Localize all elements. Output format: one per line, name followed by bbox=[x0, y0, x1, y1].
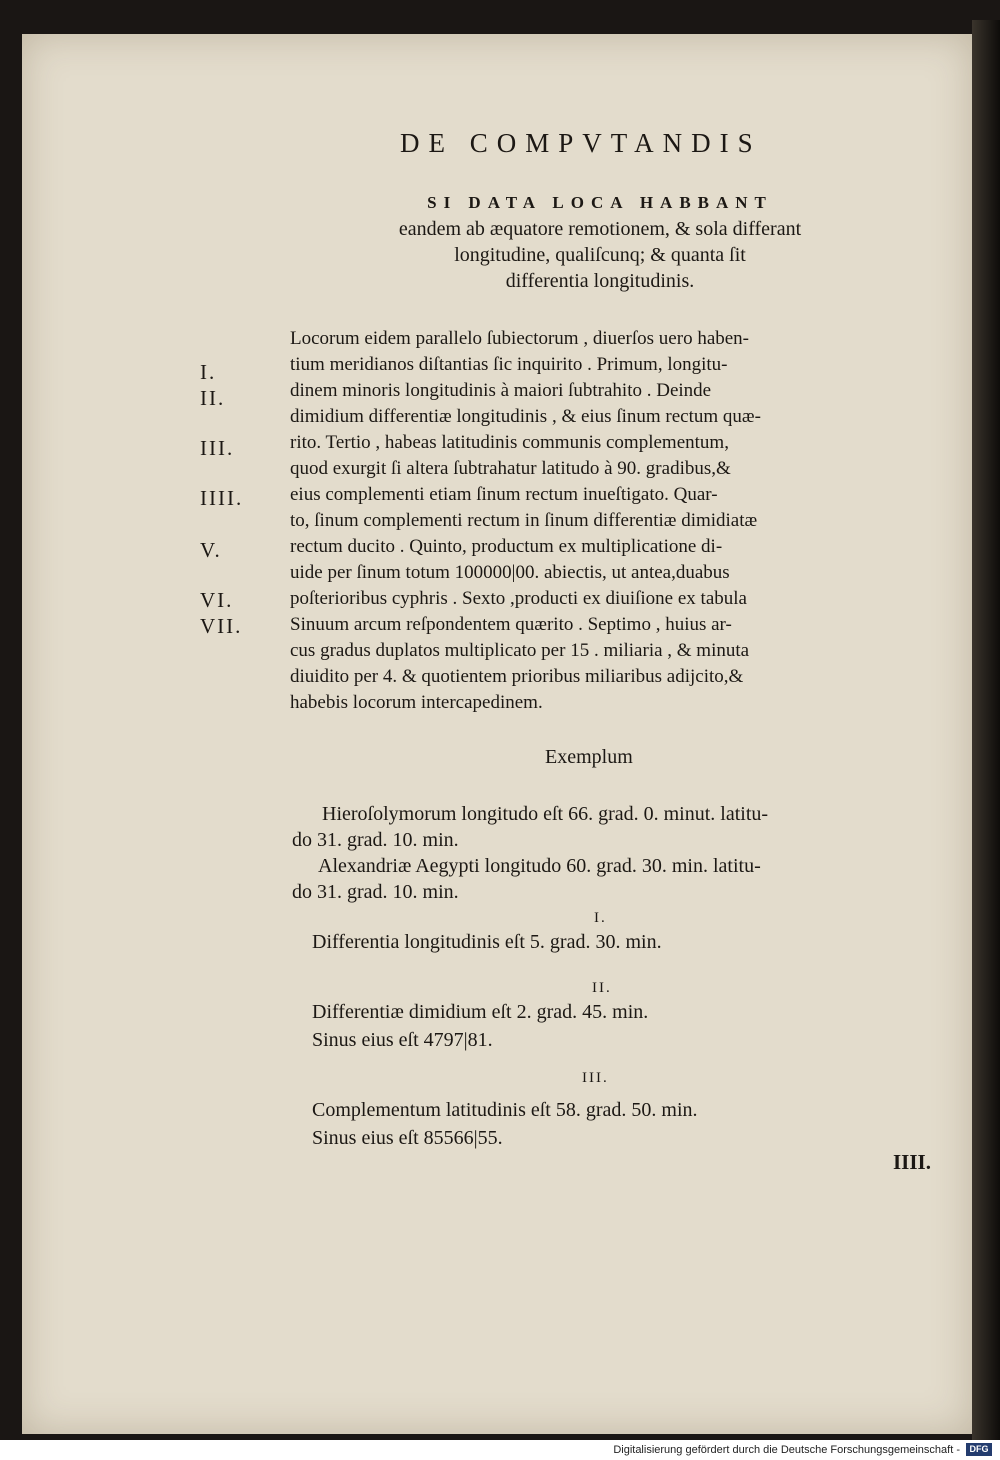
body-paragraph bbox=[290, 326, 955, 716]
body-line: poſterioribus cyphris . Sexto ,producti ex diuiſione ex tabula bbox=[290, 588, 747, 609]
step-line: Sinus eius eſt 4797|81. bbox=[312, 1029, 493, 1051]
step-line: Differentia longitudinis eſt 5. grad. 30. min. bbox=[312, 931, 662, 953]
heading-line: differentia longitudinis. bbox=[505, 270, 695, 292]
body-line: rito. Tertio , habeas latitudinis communis complementum, bbox=[290, 432, 729, 453]
example-line: Hieroſolymorum longitudo eſt 66. grad. 0. minut. latitu- bbox=[322, 803, 769, 825]
example-title: Exemplum bbox=[545, 746, 633, 768]
digitization-footer bbox=[0, 1440, 1000, 1460]
body-line: quod exurgit ſi altera ſubtrahatur latitudo à 90. gradibus,& bbox=[290, 458, 731, 479]
body-line: dinem minoris longitudinis à maiori ſubtrahito . Deinde bbox=[290, 380, 712, 401]
step-line: Sinus eius eſt 85566|55. bbox=[312, 1127, 503, 1149]
body-line: eius complementi etiam ſinum rectum inueſtigato. Quar- bbox=[290, 484, 718, 505]
dfg-logo: DFG bbox=[966, 1443, 992, 1456]
heading-line: eandem ab æquatore remotionem, & sola differant bbox=[398, 218, 802, 240]
body-line: cus gradus duplatos multiplicato per 15 . miliaria , & minuta bbox=[290, 640, 750, 661]
margin-number: VI. bbox=[200, 588, 234, 612]
margin-number: III. bbox=[200, 436, 235, 460]
example-line: do 31. grad. 10. min. bbox=[292, 829, 459, 851]
body-line: tium meridianos diſtantias ſic inquirito . Primum, longitu- bbox=[290, 354, 728, 375]
running-head: DE COMPVTANDIS bbox=[400, 128, 762, 158]
section-heading bbox=[290, 190, 910, 294]
margin-number: VII. bbox=[200, 614, 243, 638]
margin-number: II. bbox=[200, 386, 226, 410]
body-line: to, ſinum complementi rectum in ſinum differentiæ dimidiatæ bbox=[290, 510, 758, 531]
body-line: Locorum eidem parallelo ſubiectorum , diuerſos uero haben- bbox=[290, 328, 750, 349]
book-spine-edge bbox=[972, 20, 1000, 1440]
heading-line: longitudine, qualiſcunq; & quanta ſit bbox=[454, 244, 746, 266]
heading-caps-line: SI DATA LOCA HABBANT bbox=[427, 193, 773, 212]
step-number: III. bbox=[582, 1070, 609, 1086]
body-line: Sinuum arcum reſpondentem quærito . Septimo , huius ar- bbox=[290, 614, 732, 635]
example-line: do 31. grad. 10. min. bbox=[292, 881, 459, 903]
footer-text: Digitalisierung gefördert durch die Deutsche Forschungsgemeinschaft - bbox=[613, 1444, 960, 1456]
body-line: rectum ducito . Quinto, productum ex multiplicatione di- bbox=[290, 536, 723, 557]
step-line: Differentiæ dimidium eſt 2. grad. 45. min. bbox=[312, 1001, 649, 1023]
body-line: uide per ſinum totum 100000|00. abiectis, ut antea,duabus bbox=[290, 562, 730, 583]
example-line: Alexandriæ Aegypti longitudo 60. grad. 30. min. latitu- bbox=[318, 855, 761, 877]
margin-number: V. bbox=[200, 538, 222, 562]
step-line: Complementum latitudinis eſt 58. grad. 50. min. bbox=[312, 1099, 698, 1121]
step-number: II. bbox=[592, 980, 612, 996]
step-number: I. bbox=[594, 910, 607, 926]
body-line: diuidito per 4. & quotientem prioribus miliaribus adijcito,& bbox=[290, 666, 744, 687]
margin-number: I. bbox=[200, 360, 217, 384]
margin-number: IIII. bbox=[200, 486, 244, 510]
catchword: IIII. bbox=[893, 1150, 931, 1174]
body-line: habebis locorum intercapedinem. bbox=[290, 692, 543, 713]
body-line: dimidium differentiæ longitudinis , & eius ſinum rectum quæ- bbox=[290, 406, 761, 427]
